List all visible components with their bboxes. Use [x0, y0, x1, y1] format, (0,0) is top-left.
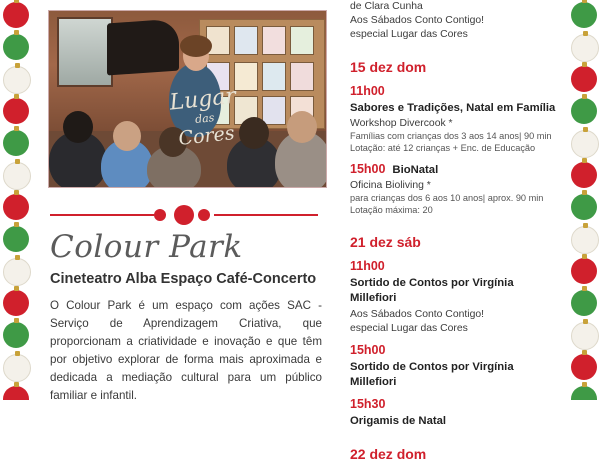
- logo-line-2: das: [194, 111, 215, 127]
- agenda-time: 11h00: [350, 84, 385, 99]
- ornament-icon: [3, 2, 29, 28]
- divider-line-right: [214, 214, 318, 216]
- agenda-event-note: para crianças dos 6 aos 10 anos| aprox. 90 min: [350, 193, 544, 204]
- ornament-icon: [571, 2, 597, 28]
- ornament-icon: [571, 130, 599, 158]
- agenda-event-title: Sabores e Tradições, Natal em Família: [350, 101, 556, 114]
- ornament-icon: [3, 322, 29, 348]
- divider-dot-small: [154, 209, 166, 221]
- ornament-icon: [571, 290, 597, 316]
- agenda-event-title: Sortido de Contos por Virgínia Millefiori: [350, 277, 514, 305]
- ornament-icon: [571, 322, 599, 350]
- ornament-icon: [3, 354, 31, 382]
- ornament-icon: [3, 98, 29, 124]
- photo-presenter-hair: [180, 35, 212, 57]
- ornament-icon: [3, 290, 29, 316]
- ornament-icon: [3, 226, 29, 252]
- photo-audience-head: [63, 111, 93, 143]
- divider-line-left: [50, 214, 154, 216]
- photo-book: [262, 62, 286, 91]
- photo-book: [262, 96, 286, 125]
- agenda-date: 21 dez sáb: [350, 234, 421, 251]
- agenda-event-line: Aos Sábados Conto Contigo!: [350, 308, 485, 320]
- agenda-continued-line-3: especial Lugar das Cores: [350, 29, 468, 41]
- agenda-time: 11h00: [350, 259, 385, 274]
- workshop-photo: [48, 10, 327, 188]
- ornament-icon: [3, 258, 31, 286]
- agenda-date: 22 dez dom: [350, 446, 427, 463]
- agenda-event-note: Lotação máxima: 20: [350, 205, 433, 216]
- ornament-icon: [3, 34, 29, 60]
- left-decorative-border: [0, 0, 34, 400]
- agenda-event-title: BioNatal: [392, 164, 439, 177]
- ornament-icon: [3, 162, 31, 190]
- agenda-event-title: Origamis de Natal: [350, 414, 447, 427]
- photo-book: [234, 26, 258, 55]
- ornament-icon: [571, 162, 597, 188]
- agenda-date: 15 dez dom: [350, 59, 427, 76]
- divider-dot-small: [198, 209, 210, 221]
- ornament-icon: [571, 258, 597, 284]
- photo-book: [262, 26, 286, 55]
- ornament-icon: [571, 226, 599, 254]
- photo-window: [57, 17, 113, 87]
- ornament-icon: [3, 194, 29, 220]
- right-decorative-border: [566, 0, 600, 400]
- agenda-continued-line-1: de Clara Cunha: [350, 1, 423, 12]
- agenda-event-line: Oficina Bioliving *: [350, 180, 431, 192]
- venue-subtitle: Cineteatro Alba Espaço Café-Concerto: [50, 271, 317, 288]
- agenda-time: 15h00: [350, 342, 386, 357]
- agenda-event-line: Workshop Divercook *: [350, 118, 453, 130]
- description-paragraph: O Colour Park é um espaço com ações SAC - Serviço de Aprendizagem Criativa, que proporcionam a criatividade e inovação e que têm por objetivo explorar de forma mais aproximada e dedicada a mediação cultural para um público familiar e infantil.: [50, 299, 322, 402]
- logo-line-1: Lugar: [168, 83, 238, 116]
- ornament-icon: [571, 386, 597, 400]
- agenda-continued-line-2: Aos Sábados Conto Contigo!: [350, 15, 485, 27]
- agenda-event-title: Sortido de Contos por Virgínia Millefiori: [350, 360, 514, 388]
- agenda-event-line: especial Lugar das Cores: [350, 322, 468, 334]
- flyer-page: [34, 0, 566, 463]
- page-title: Colour Park: [50, 229, 243, 265]
- left-column: [34, 0, 340, 400]
- ornament-icon: [3, 66, 31, 94]
- section-divider: [50, 204, 318, 226]
- photo-piano: [107, 18, 179, 75]
- photo-audience-head: [287, 111, 317, 143]
- ornament-icon: [571, 354, 597, 380]
- agenda-time-text: 15h00: [350, 162, 386, 177]
- photo-audience-head: [113, 121, 141, 151]
- agenda-time: 15h30: [350, 397, 386, 412]
- ornament-icon: [571, 194, 597, 220]
- logo-line-3: Cores: [177, 122, 236, 151]
- agenda-event-note: Famílias com crianças dos 3 aos 14 anos| 90 min: [350, 131, 552, 142]
- ornament-icon: [571, 98, 597, 124]
- ornament-icon: [3, 130, 29, 156]
- divider-dot-large: [174, 205, 194, 225]
- photo-book: [290, 62, 314, 91]
- agenda-column: [340, 0, 566, 463]
- agenda-event-note: Lotação: até 12 crianças + Enc. de Educação: [350, 143, 536, 154]
- lugar-das-cores-logo: [148, 84, 264, 179]
- photo-book: [290, 26, 314, 55]
- ornament-icon: [571, 34, 599, 62]
- ornament-icon: [571, 66, 597, 92]
- ornament-icon: [3, 386, 29, 400]
- agenda-time: [350, 161, 560, 178]
